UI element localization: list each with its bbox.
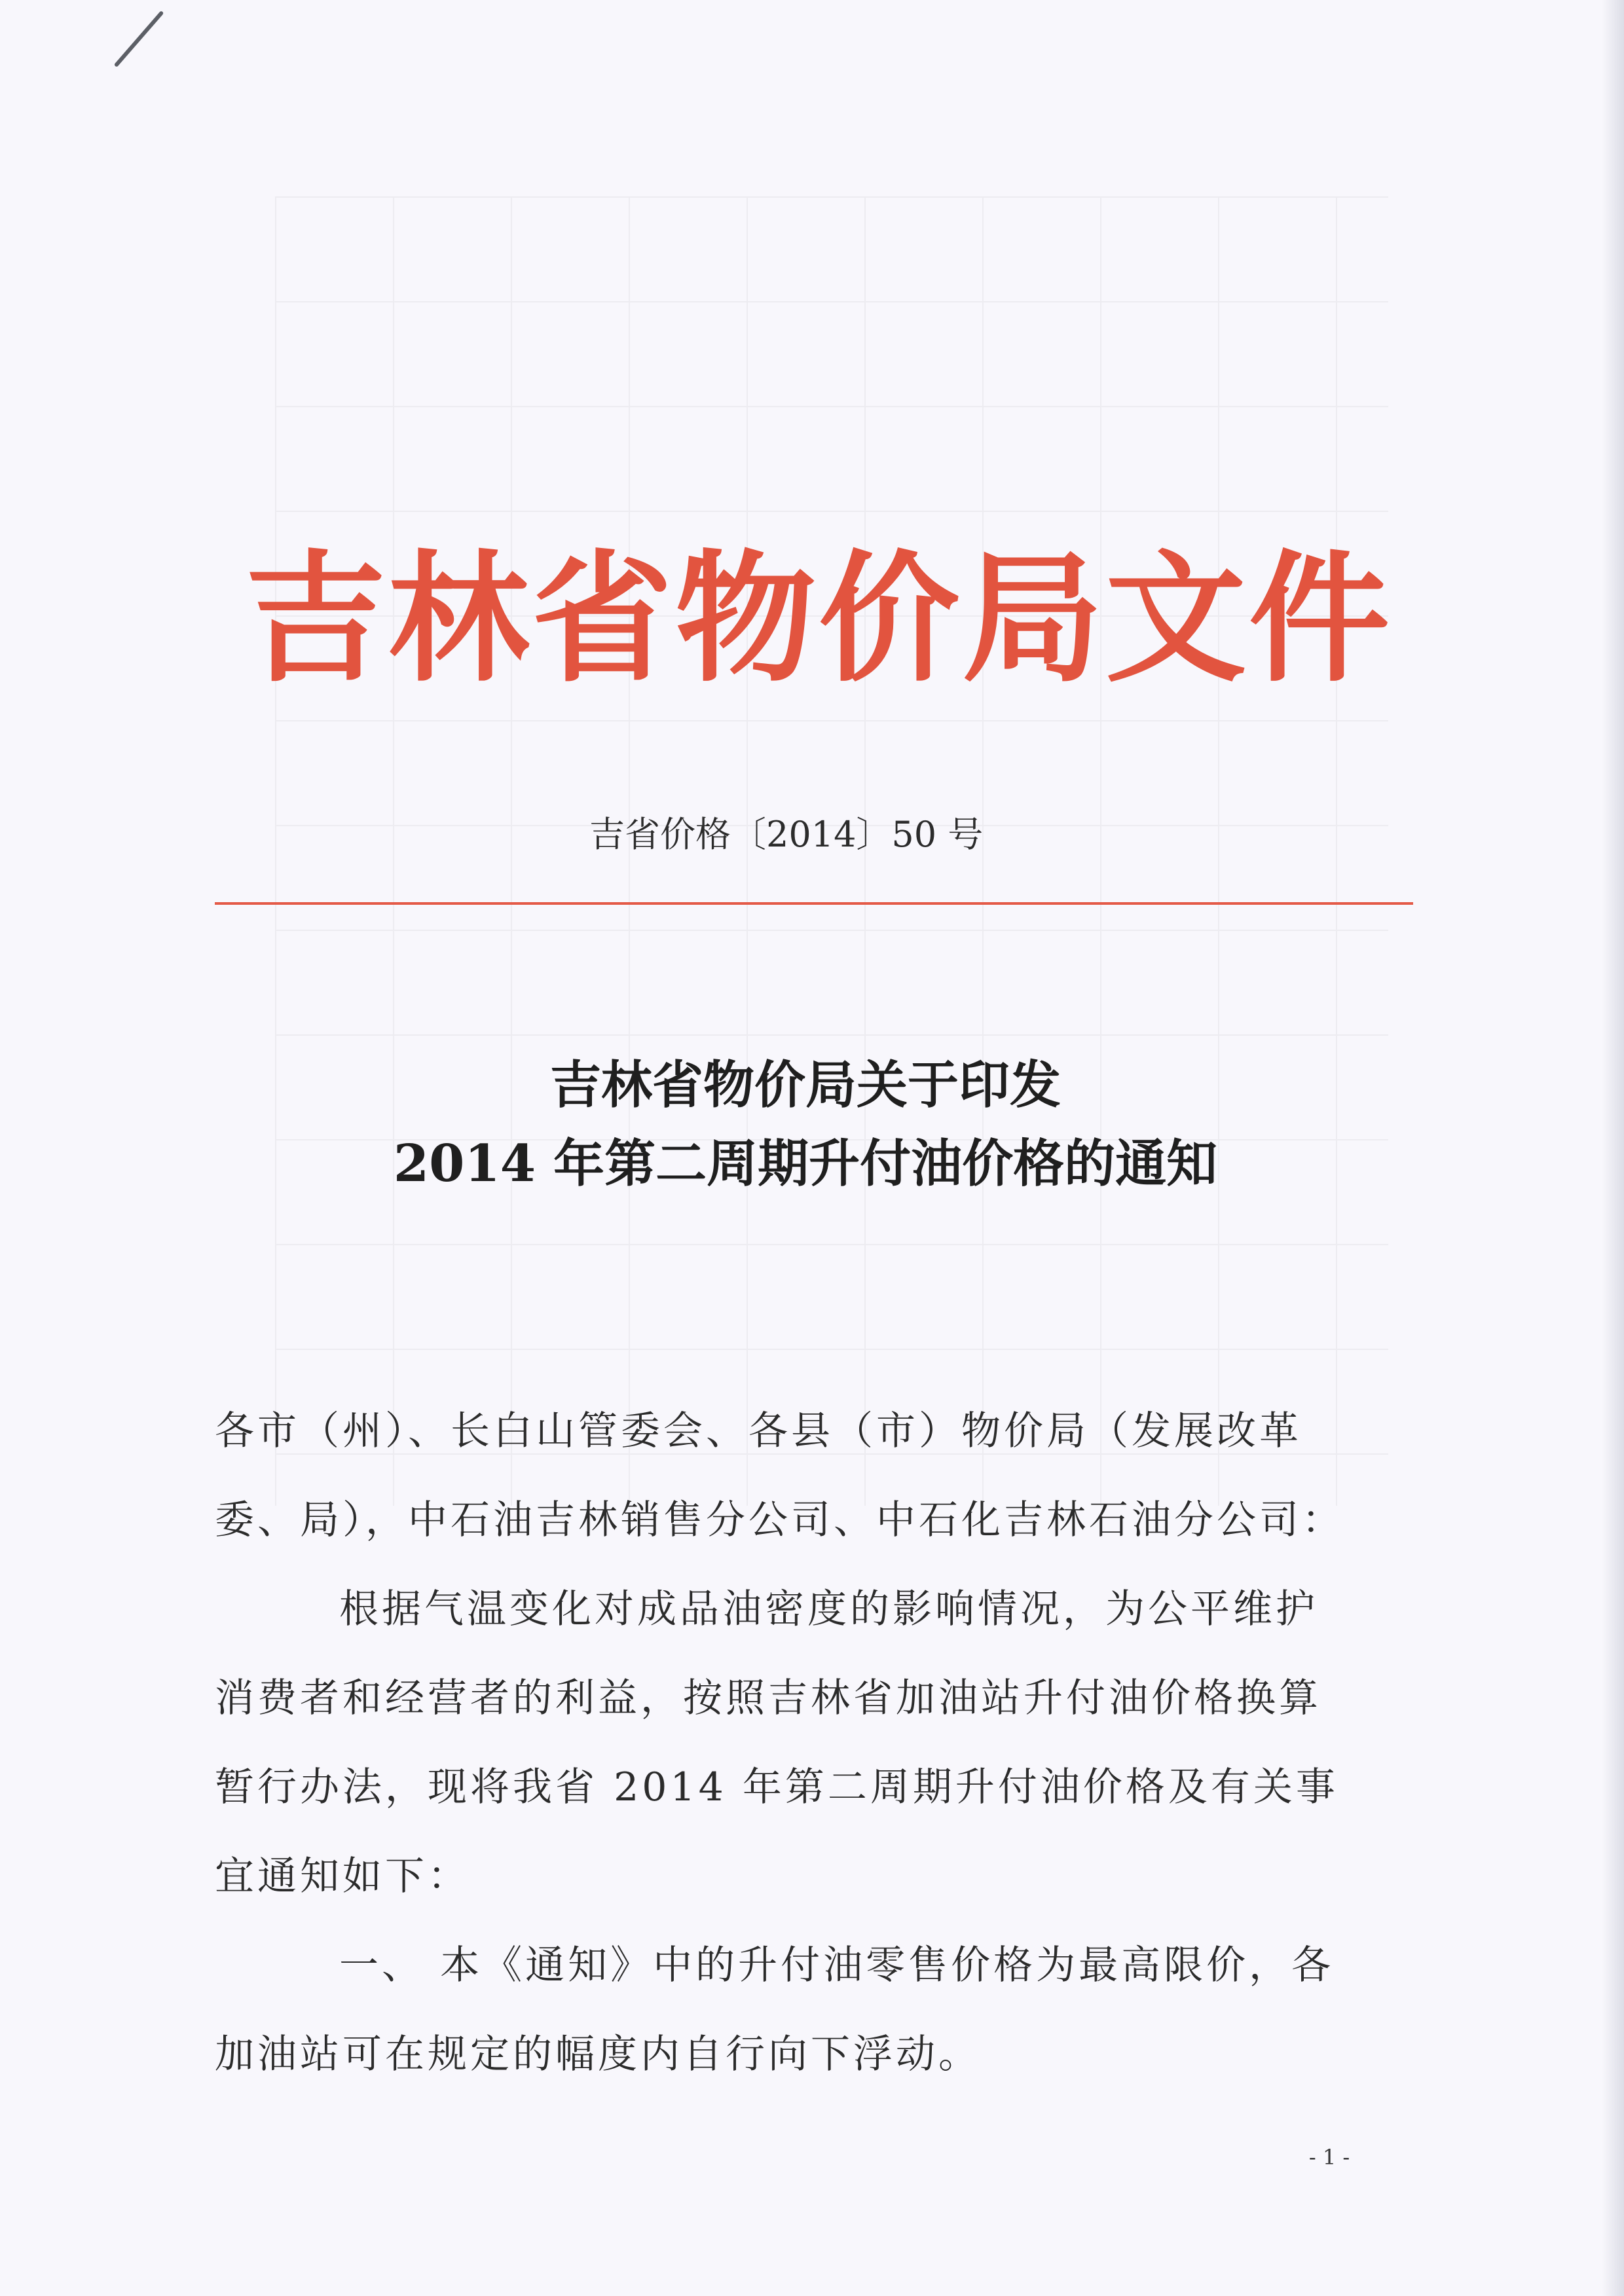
page-number: - 1 - (1308, 2145, 1350, 2170)
staple-mark (114, 10, 164, 67)
notice-body (215, 1387, 1380, 2099)
document-number: 吉省价格〔2014〕50 号 (589, 814, 984, 855)
issuer-header: 吉林省物价局文件 (245, 536, 1392, 701)
notice-title (282, 1046, 1329, 1203)
body-line-recipients: 委、局），中石油吉林销售分公司、中石化吉林石油分公司： (215, 1497, 1344, 1543)
body-line-clause: 加油站可在规定的幅度内自行向下浮动。 (215, 2032, 981, 2077)
body-line-paragraph: 暂行办法，现将我省 2014 年第二周期升付油价格及有关事 (215, 1764, 1338, 1810)
body-line-clause: 一、 本《通知》中的升付油零售价格为最高限价，各 (339, 1942, 1335, 1988)
page-edge-shadow (1602, 0, 1624, 2296)
notice-title-line: 吉林省物价局关于印发 (549, 1055, 1061, 1115)
body-line-recipients: 各市（州）、长白山管委会、各县（市）物价局（发展改革 (215, 1408, 1302, 1454)
notice-title-line: 2014 年第二周期升付油价格的通知 (393, 1134, 1218, 1194)
body-line-paragraph: 消费者和经营者的利益，按照吉林省加油站升付油价格换算 (215, 1675, 1321, 1721)
header-divider-rule (215, 902, 1413, 905)
body-line-paragraph: 宜通知如下： (215, 1853, 470, 1899)
body-line-paragraph: 根据气温变化对成品油密度的影响情况，为公平维护 (339, 1586, 1318, 1632)
